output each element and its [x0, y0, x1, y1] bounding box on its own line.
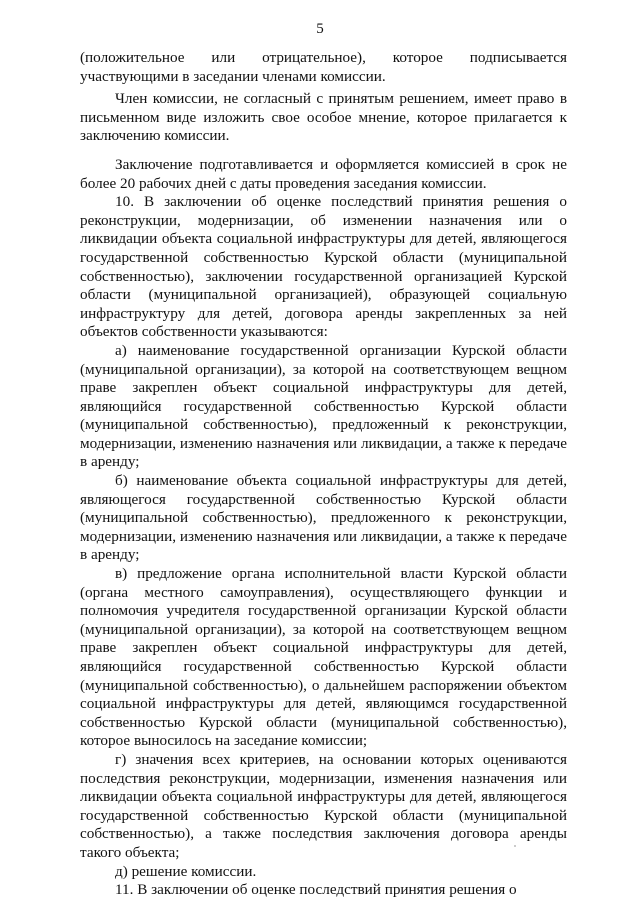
paragraph-continuation: (положительное или отрицательное), которое подписывается участвующими в заседании членами комиссии.	[80, 49, 567, 85]
item-a: а) наименование государственной организации Курской области (муниципальной организации), за которой на соответствующем вещном праве закреплен объект социальной инфраструктуры для детей, являющийся государственной собственностью Курской области (муниципальной собственностью), предложенный к реконструкции, модернизации, изменению назначения или ликвидации, а также к передаче в аренду;	[80, 341, 567, 471]
paragraph-10: 10. В заключении об оценке последствий принятия решения о реконструкции, модернизации, об изменении назначения или о ликвидации объекта социальной инфраструктуры для детей, являющегося государственной собственностью Курской области (муниципальной собственностью), заключении государственной организацией Курской области (муниципальной организацией), образующей социальную инфраструктуру для детей, договора аренды закрепленных за ней объектов собственности указываются:	[80, 193, 567, 341]
item-g: г) значения всех критериев, на основании которых оцениваются последствия реконструкции, модернизации, изменения назначения или ликвидации объекта социальной инфраструктуры для детей, являющегося государственной собственностью Курской области (муниципальной собственностью), а также последствия заключения договора аренды такого объекта;	[80, 750, 567, 861]
page-number: 5	[316, 21, 324, 37]
paragraph-11: 11. В заключении об оценке последствий принятия решения о	[115, 881, 517, 899]
item-b: б) наименование объекта социальной инфраструктуры для детей, являющегося государственной собственностью Курской области (муниципальной собственностью), предложенного к реконструкции, модернизации, изменению назначения или ликвидации, а также к передаче в аренду;	[80, 472, 567, 564]
paragraph-preparation-term: Заключение подготавливается и оформляется комиссией в срок не более 20 рабочих дней с даты проведения заседания комиссии.	[80, 155, 567, 192]
document-body	[80, 49, 567, 900]
item-v: в) предложение органа исполнительной власти Курской области (органа местного самоуправления), осуществляющего функции и полномочия учредителя государственной организации Курской области (муниципальной организации), за которой на соответствующем вещном праве закреплен объект социальной инфраструктуры для детей, являющийся государственной собственностью Курской области (муниципальной собственностью), о дальнейшем распоряжении объектом социальной инфраструктуры для детей, являющимся государственной собственностью Курской области (муниципальной собственностью), которое выносилось на заседание комиссии;	[80, 565, 567, 750]
item-d: д) решение комиссии.	[115, 862, 257, 880]
paragraph-dissent-right: Член комиссии, не согласный с принятым решением, имеет право в письменном виде изложить свое особое мнение, которое прилагается к заключению комиссии.	[80, 90, 567, 145]
scan-speck	[514, 845, 516, 847]
